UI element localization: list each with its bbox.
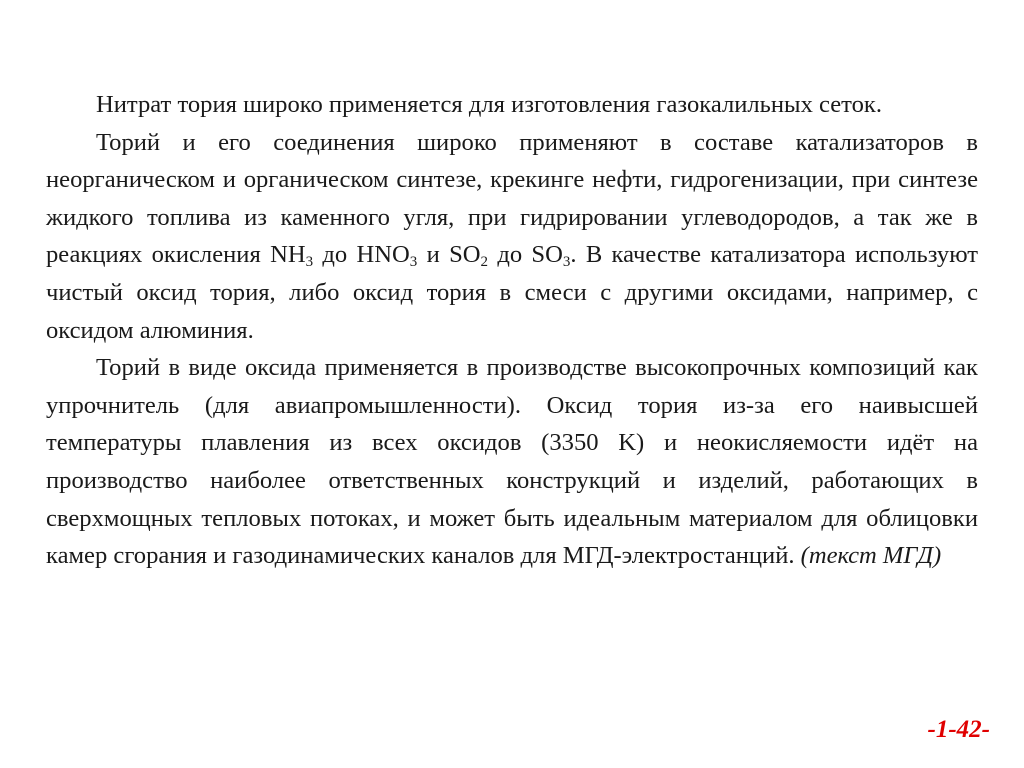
- subscript-so3: 3: [562, 254, 571, 271]
- paragraph-2-text-a: Торий и его соединения широко применяют в составе катализаторов в неорганическом и органическом синтезе, крекинге нефти, гидрогенизации, при синтезе жидкого топлива из каменного угля, при гидрировании углеводородов, а так же в реакциях окисления NH: [46, 128, 978, 269]
- paragraph-2-text-b: до HNO: [313, 241, 410, 269]
- paragraph-2-text-d: до SO: [488, 241, 563, 269]
- paragraph-3-text: Торий в виде оксида применяется в производстве высокопрочных композиций как упрочнитель (для авиапромышленности). Оксид тория из-за его наивысшей температуры плавления из всех оксидов (3350 K) и неокисляемости идёт на производство наиболее ответственных конструкций и изделий, работающих в сверхмощных тепловых потоках, и может быть идеальным материалом для облицовки камер сгорания и газодинамических каналов для МГД-электростанций.: [46, 354, 978, 570]
- page-number: -1-42-: [927, 716, 990, 743]
- paragraph-2-text-e: . В качестве катализатора используют чистый оксид тория, либо оксид тория в смеси с другими оксидами, например, с оксидом алюминия.: [46, 241, 978, 344]
- paragraph-2-text-c: и SO: [417, 241, 481, 269]
- slide-body: [46, 86, 978, 575]
- subscript-nh3: 3: [305, 254, 314, 271]
- paragraph-2: [46, 124, 978, 350]
- subscript-so2: 2: [480, 254, 489, 271]
- mgd-text-link[interactable]: (текст МГД): [800, 542, 942, 570]
- subscript-hno3: 3: [409, 254, 418, 271]
- paragraph-1: Нитрат тория широко применяется для изготовления газокалильных сеток.: [96, 91, 882, 118]
- paragraph-3: [46, 349, 978, 575]
